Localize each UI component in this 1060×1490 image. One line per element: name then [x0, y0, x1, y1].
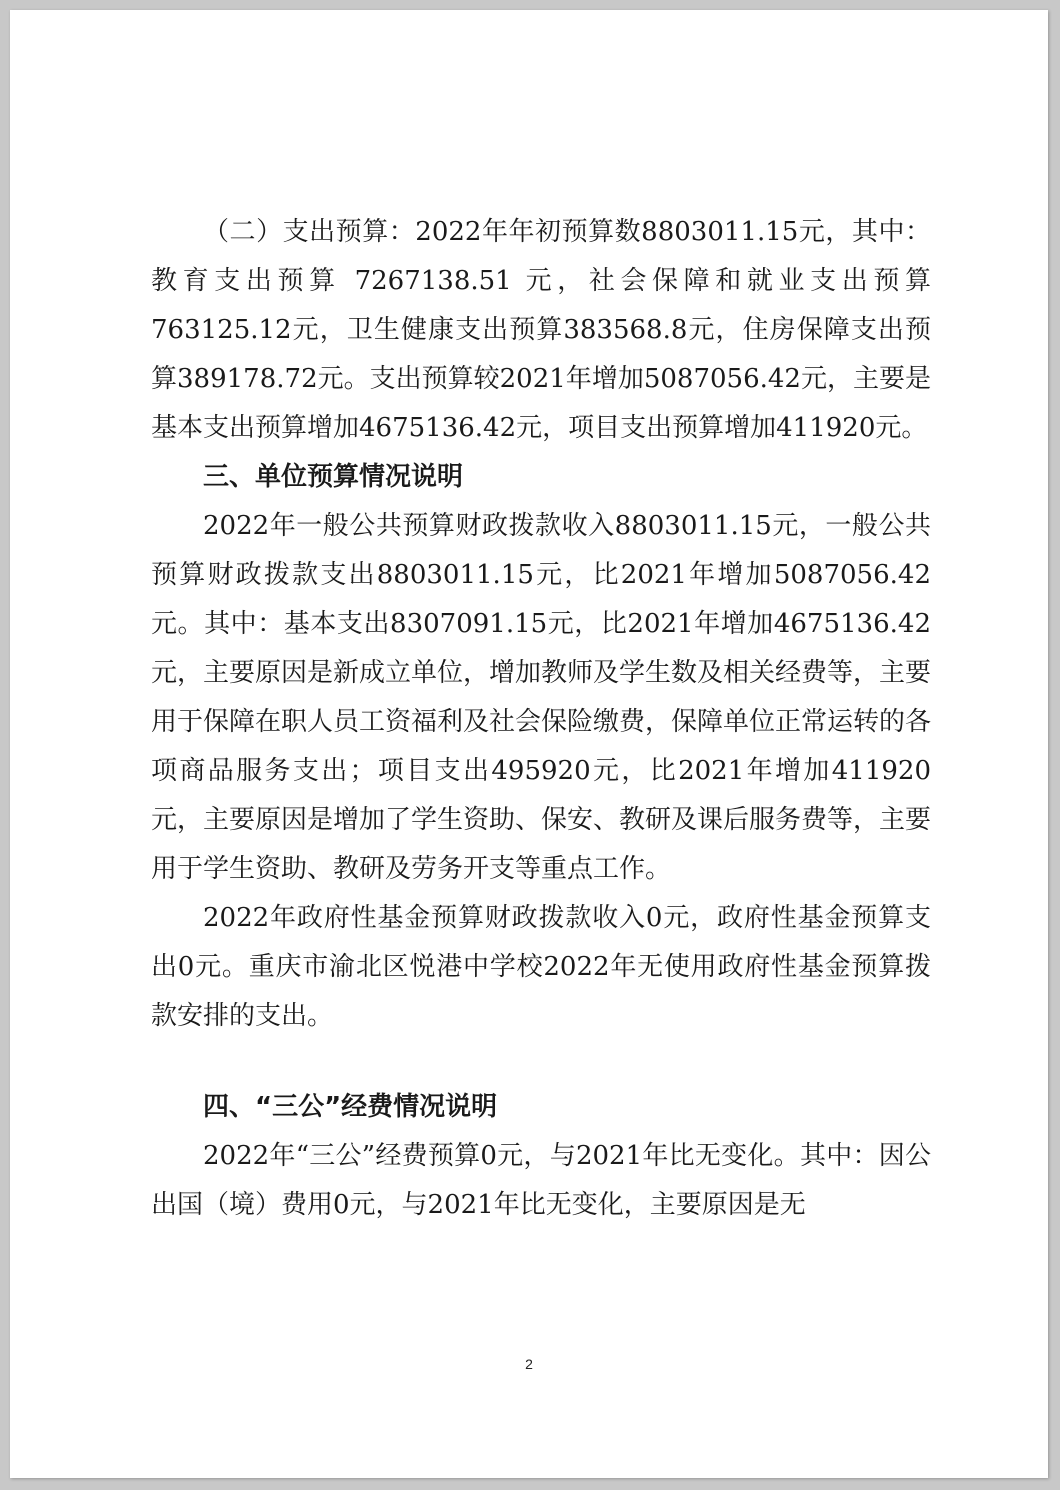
section-3-heading: 三、单位预算情况说明	[203, 462, 464, 492]
paragraph-spacer	[151, 1041, 931, 1083]
section-3-paragraph-1: 2022年一般公共预算财政拨款收入8803011.15元，一般公共预算财政拨款支出8803011.15元，比2021年增加5087056.42元。其中：基本支出8307091.15元，比2021年增加4675136.42元，主要原因是新成立单位，增加教师及学生数及相关经费等，主要用于保障在职人员工资福利及社会保险缴费，保障单位正常运转的各项商品服务支出；项目支出495920元，比2021年增加411920 元，主要原因是增加了学生资助、保安、教研及课后服务费等，主要用于学生资助、教研及劳务开支等重点工作。	[151, 511, 932, 884]
section-4-heading: 四、“三公”经费情况说明	[203, 1092, 498, 1122]
expenditure-budget-paragraph: （二）支出预算：2022年年初预算数8803011.15元，其中：教育支出预算 7267138.51 元，社会保障和就业支出预算763125.12元，卫生健康支出预算383568.8元，住房保障支出预算389178.72元。支出预算较2021年增加5087056.42元，主要是基本支出预算增加4675136.42元，项目支出预算增加411920元。	[151, 217, 931, 443]
page-number: 2	[525, 1356, 533, 1372]
section-4-paragraph-1: 2022年“三公”经费预算0元，与2021年比无变化。其中：因公出国（境）费用0元，与2021年比无变化，主要原因是无	[151, 1141, 931, 1220]
section-3-paragraph-2: 2022年政府性基金预算财政拨款收入0元，政府性基金预算支出0元。重庆市渝北区悦港中学校2022年无使用政府性基金预算拨款安排的支出。	[151, 903, 931, 1031]
document-body	[151, 208, 931, 1230]
document-page	[10, 10, 1048, 1478]
